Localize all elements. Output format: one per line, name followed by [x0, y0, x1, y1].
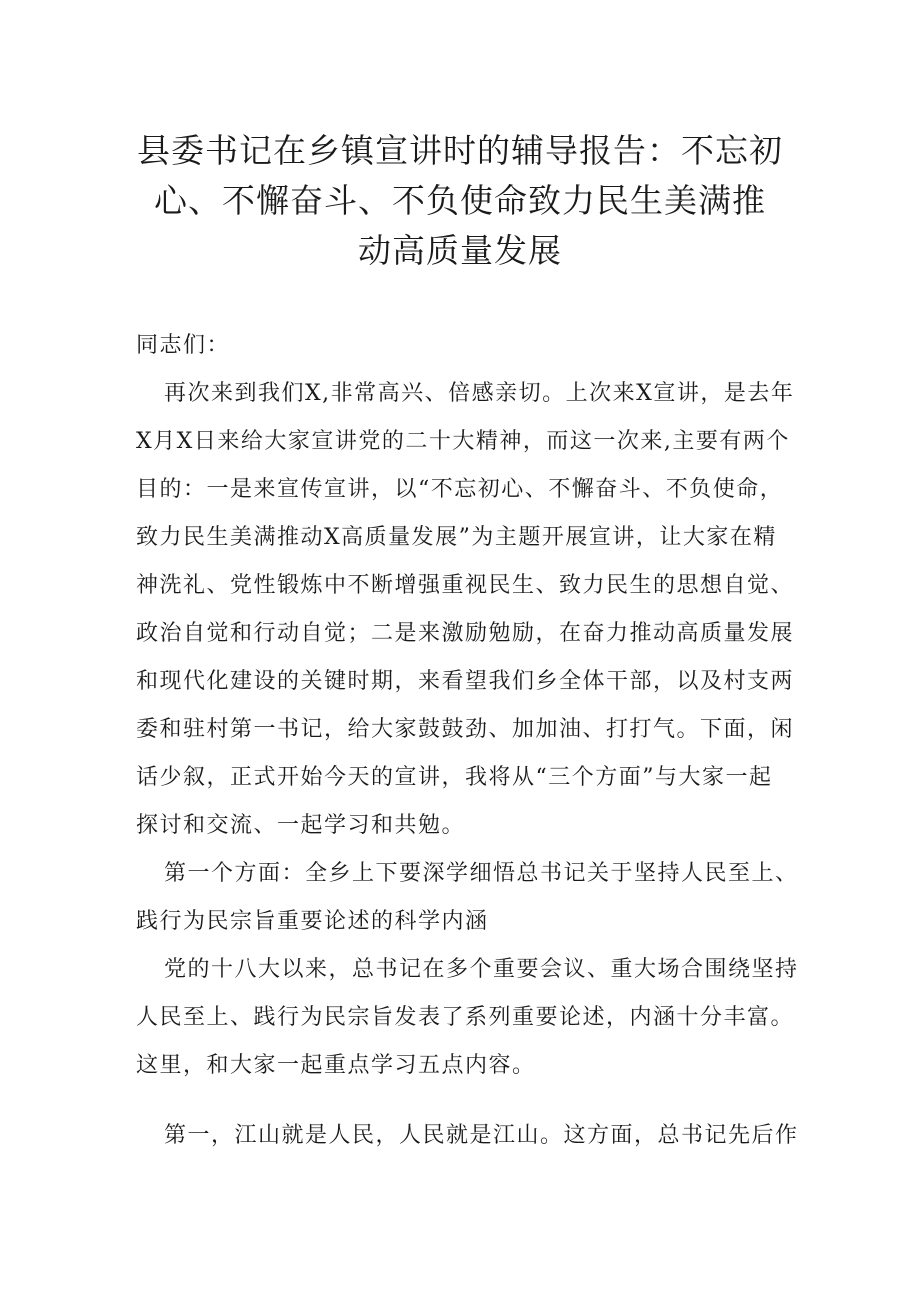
body-line: 党的十八大以来，总书记在多个重要会议、重大场合围绕坚持 — [164, 957, 799, 982]
body-line: 神洗礼、党性锻炼中不断增强重视民生、致力民生的思想自觉、 — [136, 573, 795, 598]
body-line: 再次来到我们X,非常高兴、倍感亲切。上次来X宣讲，是去年 — [164, 381, 795, 406]
body-line: 人民至上、践行为民宗旨发表了系列重要论述，内涵十分丰富。 — [136, 1005, 795, 1030]
title-line-1: 县委书记在乡镇宣讲时的辅导报告：不忘初 — [137, 131, 783, 170]
body-line: 第一，江山就是人民，人民就是江山。这方面，总书记先后作 — [164, 1123, 799, 1148]
document-title — [120, 126, 800, 276]
body-line: 目的：一是来宣传宣讲，以“不忘初心、不懈奋斗、不负使命， — [136, 477, 784, 502]
salutation: 同志们： — [136, 333, 231, 358]
section-heading-line: 第一个方面：全乡上下要深学细悟总书记关于坚持人民至上、 — [164, 861, 799, 886]
title-line-2: 心、不懈奋斗、不负使命致力民生美满推 — [154, 181, 766, 220]
body-line: 和现代化建设的关键时期，来看望我们乡全体干部，以及村支两 — [136, 669, 795, 694]
body-line: 这里，和大家一起重点学习五点内容。 — [136, 1053, 536, 1078]
body-line: 话少叙，正式开始今天的宣讲，我将从“三个方面”与大家一起 — [136, 765, 773, 790]
body-line: 政治自觉和行动自觉；二是来激励勉励，在奋力推动高质量发展 — [136, 621, 795, 646]
section-heading-line: 践行为民宗旨重要论述的科学内涵 — [136, 909, 489, 934]
title-line-3: 动高质量发展 — [358, 231, 562, 270]
body-line: 委和驻村第一书记，给大家鼓鼓劲、加加油、打打气。下面，闲 — [136, 717, 795, 742]
body-line: X月X日来给大家宣讲党的二十大精神，而这一次来,主要有两个 — [136, 429, 790, 454]
body-line: 致力民生美满推动X高质量发展”为主题开展宣讲，让大家在精 — [136, 525, 777, 550]
body-line: 探讨和交流、一起学习和共勉。 — [136, 813, 466, 838]
